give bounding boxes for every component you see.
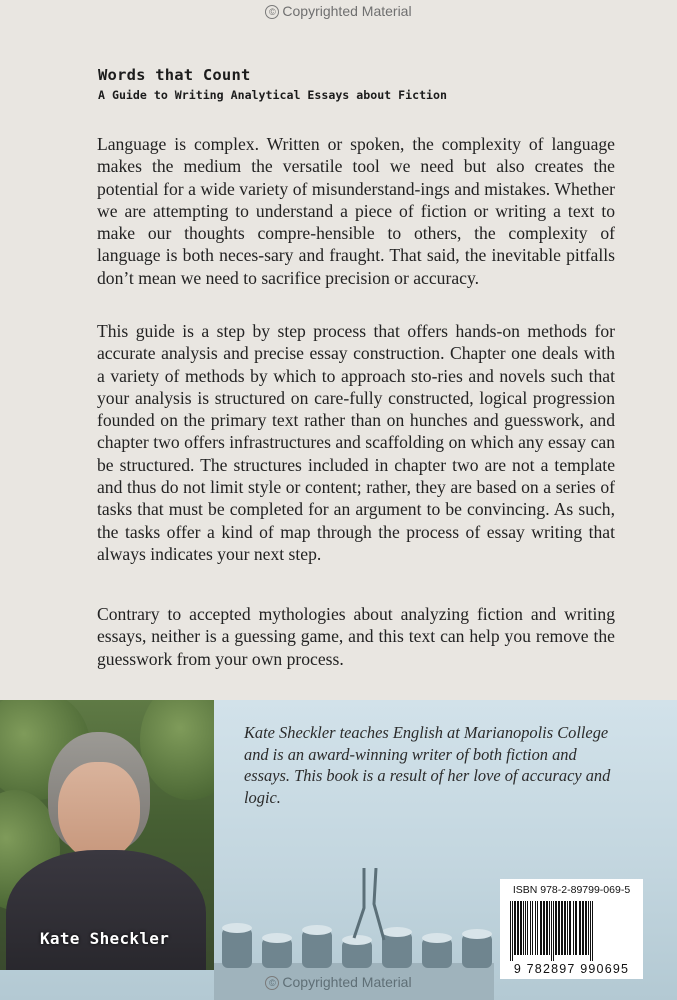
isbn-barcode xyxy=(500,879,643,979)
book-title: Words that Count xyxy=(98,66,251,84)
copyright-watermark-text: Copyrighted Material xyxy=(282,974,412,990)
blurb-paragraph-2: This guide is a step by step process that offers hands-on methods for accurate analysis and precise essay construction. Chapter one deals with a variety of methods by which to approach sto-ries and novels such that your analysis is structured on care-fully constructed, logical progression founded on the primary text rather than on hunches and guesswork, and chapter two offers infrastructures and scaffolding on which any essay can be structured. The structures included in chapter two are not a template and thus do not limit style or content; rather, they are based on a series of tasks that must be completed for an argument to be convincing. As such, the tasks offer a kind of map through the process of essay writing that always indicates your next step. xyxy=(97,321,615,564)
blurb-paragraph-3: Contrary to accepted mythologies about analyzing fiction and writing essays, neither is a guessing game, and this text can help you remove the guesswork from your own process. xyxy=(97,604,615,669)
author-bio: Kate Sheckler teaches English at Marianopolis College and is an award-winning writer of both fiction and essays. This book is a result of her love of accuracy and logic. xyxy=(244,723,611,807)
copyright-watermark-text: Copyrighted Material xyxy=(282,3,412,19)
isbn-label: ISBN 978-2-89799-069-5 xyxy=(512,884,631,896)
copyright-watermark-bottom xyxy=(0,974,677,990)
author-name-label: Kate Sheckler xyxy=(40,929,170,948)
author-photo xyxy=(0,700,214,970)
copyright-icon: © xyxy=(265,5,279,19)
barcode-bars xyxy=(508,901,635,961)
blurb-paragraph-1: Language is complex. Written or spoken, the complexity of language makes the medium the versatile tool we need but also creates the potential for a wide variety of misunderstand-ings and mistakes. Whether we are attempting to understand a piece of fiction or writing a text to make our thoughts compre-hensible to others, the complexity of language is both neces-sary and fraught. That said, the inevitable pitfalls don’t mean we need to sacrifice precision or accuracy. xyxy=(97,134,615,288)
author-band xyxy=(0,700,677,1000)
barcode-digits: 9 782897 990695 xyxy=(513,962,630,976)
book-subtitle: A Guide to Writing Analytical Essays about Fiction xyxy=(98,88,448,102)
copyright-watermark-top xyxy=(0,3,677,19)
copyright-icon: © xyxy=(265,976,279,990)
